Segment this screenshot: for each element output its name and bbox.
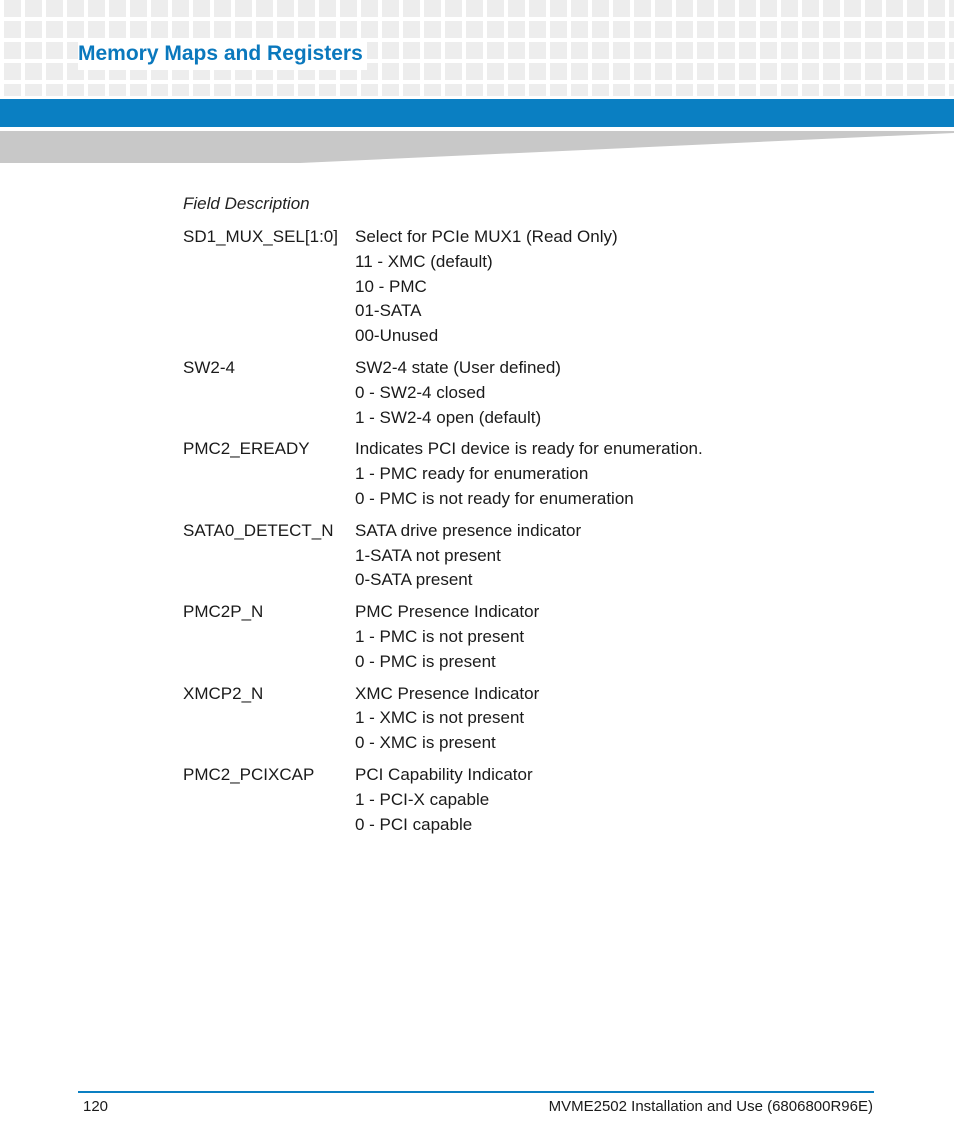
field-row (183, 682, 863, 756)
field-description (355, 763, 863, 837)
field-name: SW2-4 (183, 357, 235, 377)
field-name: PMC2P_N (183, 602, 264, 622)
field-description-line: 11 - XMC (default) (355, 251, 493, 271)
field-description-line: 1 - SW2-4 open (default) (355, 407, 542, 427)
page-number: 120 (83, 1098, 109, 1115)
field-name: SATA0_DETECT_N (183, 520, 334, 540)
field-description (355, 600, 863, 674)
field-description-line: 1 - XMC is not present (355, 708, 525, 728)
field-description (355, 356, 863, 430)
field-description (355, 519, 863, 593)
field-row (183, 356, 863, 430)
field-row (183, 225, 863, 349)
header-gray-wedge (0, 131, 954, 163)
field-description-line: SATA drive presence indicator (355, 520, 582, 540)
field-description-line: 1-SATA not present (355, 545, 501, 565)
field-description-line: SW2-4 state (User defined) (355, 357, 561, 377)
field-description-line: 00-Unused (355, 326, 439, 346)
field-description-line: 0 - XMC is present (355, 733, 496, 753)
field-description-line: PMC Presence Indicator (355, 602, 540, 622)
field-description-line: 1 - PCI-X capable (355, 789, 490, 809)
field-description (355, 437, 863, 511)
page-title: Memory Maps and Registers (78, 38, 367, 70)
field-description-heading: Field Description (183, 194, 310, 213)
field-description-line: 0 - PMC is not ready for enumeration (355, 488, 634, 508)
footer-rule (78, 1091, 874, 1093)
field-name: PMC2_EREADY (183, 439, 310, 459)
field-row (183, 437, 863, 511)
field-description-line: 10 - PMC (355, 276, 427, 296)
field-name: XMCP2_N (183, 683, 264, 703)
field-name: SD1_MUX_SEL[1:0] (183, 227, 338, 246)
field-description-table (183, 225, 863, 844)
field-description-line: PCI Capability Indicator (355, 764, 533, 784)
field-description-line: 01-SATA (355, 301, 422, 321)
field-row (183, 600, 863, 674)
field-description-line: 0 - PMC is present (355, 651, 496, 671)
header-blue-band (0, 99, 954, 127)
field-description (355, 225, 863, 349)
field-name: PMC2_PCIXCAP (183, 764, 315, 784)
field-description-line: 1 - PMC ready for enumeration (355, 464, 589, 484)
field-description-line: Indicates PCI device is ready for enumeration. (355, 439, 703, 459)
field-description-line: 0 - SW2-4 closed (355, 382, 486, 402)
field-row (183, 763, 863, 837)
document-title: MVME2502 Installation and Use (6806800R96E) (548, 1098, 873, 1115)
field-description-line: 1 - PMC is not present (355, 626, 525, 646)
field-description-line: 0-SATA present (355, 570, 473, 590)
field-description-line: Select for PCIe MUX1 (Read Only) (355, 227, 618, 246)
field-description-line: 0 - PCI capable (355, 814, 473, 834)
field-description-line: XMC Presence Indicator (355, 683, 540, 703)
field-description (355, 682, 863, 756)
field-row (183, 519, 863, 593)
